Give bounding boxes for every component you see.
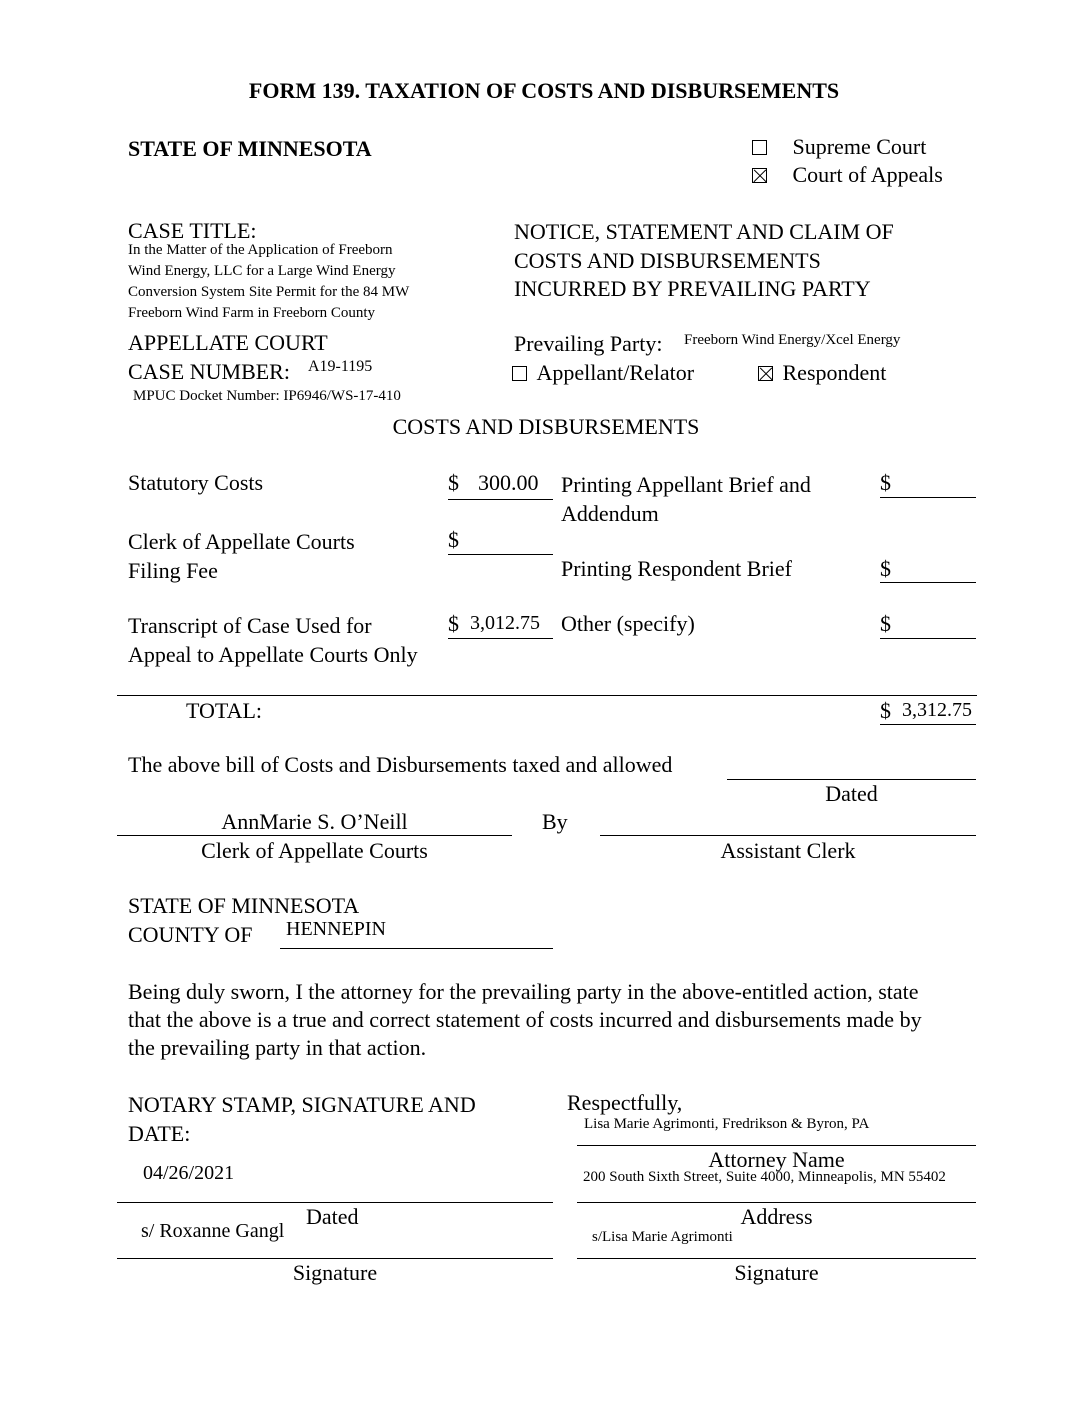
respondent-brief-underline	[880, 582, 976, 583]
taxed-statement: The above bill of Costs and Disbursements taxed and allowed	[128, 752, 673, 777]
appellant-brief-label-line: Addendum	[561, 501, 659, 526]
role-respondent[interactable]	[758, 360, 886, 386]
affidavit-state: STATE OF MINNESOTA	[128, 893, 360, 918]
statutory-costs-currency: $	[448, 470, 459, 495]
county-underline	[280, 948, 553, 949]
total-divider	[117, 695, 977, 696]
costs-section-title: COSTS AND DISBURSEMENTS	[392, 414, 700, 439]
notary-signature-line	[117, 1258, 553, 1259]
case-title-label: CASE TITLE:	[128, 218, 257, 243]
appellant-brief-label	[561, 470, 811, 528]
notice-heading-line: NOTICE, STATEMENT AND CLAIM OF	[514, 219, 894, 244]
taxed-dated-caption: Dated	[825, 781, 878, 806]
notice-heading-line: COSTS AND DISBURSEMENTS	[514, 247, 821, 273]
clerk-signature-line	[117, 835, 512, 836]
oath-statement	[128, 978, 922, 1062]
court-of-appeals-label: Court of Appeals	[792, 162, 943, 187]
clerk-caption: Clerk of Appellate Courts	[201, 838, 428, 863]
transcript-underline	[448, 638, 553, 639]
total-underline	[880, 724, 976, 725]
case-title-text	[128, 240, 409, 324]
transcript-label	[128, 611, 418, 669]
supreme-court-label: Supreme Court	[792, 134, 927, 159]
appellant-brief-label-line: Printing Appellant Brief and	[561, 472, 811, 497]
appellant-checkbox[interactable]	[512, 366, 527, 381]
filing-fee-label	[128, 527, 355, 585]
transcript-label-line: Appeal to Appellate Courts Only	[128, 642, 418, 667]
statutory-costs-amount[interactable]: 300.00	[478, 470, 539, 495]
notary-signature-value[interactable]: s/ Roxanne Gangl	[141, 1220, 285, 1242]
role-appellant[interactable]	[512, 360, 694, 386]
attorney-signature-line	[577, 1258, 976, 1259]
appellant-label: Appellant/Relator	[536, 360, 695, 385]
docket-number: MPUC Docket Number: IP6946/WS-17-410	[133, 388, 401, 404]
prevailing-party-value[interactable]: Freeborn Wind Energy/Xcel Energy	[684, 332, 901, 348]
notary-signature-caption: Signature	[292, 1260, 378, 1285]
filing-fee-underline	[448, 554, 553, 555]
notary-dated-caption: Dated	[306, 1204, 359, 1229]
case-number-value[interactable]: A19-1195	[308, 358, 373, 375]
case-title-line: Wind Energy, LLC for a Large Wind Energy	[128, 263, 396, 279]
notary-date-value[interactable]: 04/26/2021	[143, 1162, 235, 1184]
case-number-label-1: APPELLATE COURT	[128, 330, 328, 355]
county-value[interactable]: HENNEPIN	[286, 918, 386, 940]
total-label: TOTAL:	[186, 698, 263, 723]
form-title: FORM 139. TAXATION OF COSTS AND DISBURSEMENTS	[248, 78, 840, 103]
attorney-name-value[interactable]: Lisa Marie Agrimonti, Fredrikson & Byron, PA	[584, 1116, 870, 1132]
oath-line: Being duly sworn, I the attorney for the prevailing party in the above-entitled action, state	[128, 979, 919, 1004]
attorney-address-caption: Address	[740, 1204, 813, 1229]
state-heading: STATE OF MINNESOTA	[128, 136, 372, 161]
by-label: By	[542, 809, 568, 834]
court-option-supreme[interactable]	[752, 134, 926, 160]
notice-heading	[514, 218, 894, 304]
attorney-signature-caption: Signature	[734, 1260, 819, 1285]
statutory-costs-underline	[448, 499, 553, 500]
supreme-court-checkbox[interactable]	[752, 140, 767, 155]
case-title-line: Freeborn Wind Farm in Freeborn County	[128, 305, 376, 321]
respondent-brief-label: Printing Respondent Brief	[561, 556, 792, 581]
total-amount[interactable]: 3,312.75	[902, 699, 972, 721]
attorney-signature-value[interactable]: s/Lisa Marie Agrimonti	[592, 1229, 733, 1245]
notary-heading-line: NOTARY STAMP, SIGNATURE AND	[128, 1092, 476, 1117]
prevailing-party-label: Prevailing Party:	[514, 331, 663, 356]
statutory-costs-label: Statutory Costs	[128, 470, 264, 495]
court-option-appeals[interactable]	[752, 162, 943, 188]
case-number-label-2: CASE NUMBER:	[128, 359, 290, 384]
notary-date-line	[117, 1202, 553, 1203]
taxed-date-line[interactable]	[727, 779, 976, 780]
transcript-currency: $	[448, 611, 459, 636]
assistant-clerk-caption: Assistant Clerk	[720, 838, 856, 863]
other-currency: $	[880, 611, 891, 636]
notice-heading-line: INCURRED BY PREVAILING PARTY	[514, 276, 871, 301]
clerk-name: AnnMarie S. O’Neill	[221, 809, 408, 834]
respondent-checkbox[interactable]	[758, 366, 773, 381]
respondent-label: Respondent	[782, 360, 887, 385]
assistant-clerk-signature-line[interactable]	[600, 835, 976, 836]
case-title-line: Conversion System Site Permit for the 84 MW	[128, 284, 410, 300]
other-label: Other (specify)	[561, 611, 695, 636]
county-label: COUNTY OF	[128, 922, 253, 947]
transcript-amount[interactable]: 3,012.75	[470, 612, 540, 634]
attorney-address-line	[577, 1202, 976, 1203]
total-currency: $	[880, 698, 891, 723]
closing: Respectfully,	[567, 1090, 683, 1115]
notary-heading	[128, 1090, 476, 1148]
notary-heading-line: DATE:	[128, 1121, 191, 1146]
filing-fee-label-line: Clerk of Appellate Courts	[128, 529, 355, 554]
attorney-name-line	[577, 1145, 976, 1146]
oath-line: that the above is a true and correct statement of costs incurred and disbursements made by	[128, 1007, 922, 1032]
appellant-brief-underline	[880, 497, 976, 498]
attorney-address-value[interactable]: 200 South Sixth Street, Suite 4000, Minneapolis, MN 55402	[583, 1169, 946, 1185]
appellant-brief-currency: $	[880, 470, 891, 495]
attorney-name-caption: Attorney Name	[708, 1147, 845, 1172]
transcript-label-line: Transcript of Case Used for	[128, 613, 372, 638]
court-of-appeals-checkbox[interactable]	[752, 168, 767, 183]
case-title-line: In the Matter of the Application of Freeborn	[128, 242, 393, 258]
filing-fee-currency: $	[448, 527, 459, 552]
other-underline	[880, 638, 976, 639]
filing-fee-label-line: Filing Fee	[128, 558, 218, 583]
respondent-brief-currency: $	[880, 556, 891, 581]
oath-line: the prevailing party in that action.	[128, 1035, 427, 1060]
